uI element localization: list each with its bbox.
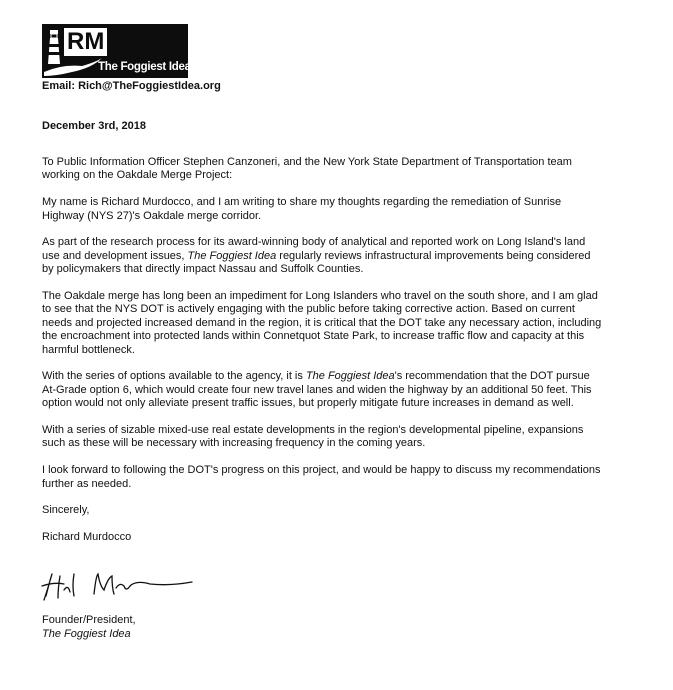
paragraph-4	[42, 370, 602, 410]
paragraph-4-text-a: With the series of options available to the agency, it is	[42, 370, 306, 383]
closing-title: Founder/President,	[42, 614, 136, 626]
logo	[42, 24, 191, 78]
email-line: Email: Rich@TheFoggiestIdea.org	[42, 80, 221, 92]
closing-org	[42, 628, 131, 640]
paragraph-6: I look forward to following the DOT's progress on this project, and would be happy to discuss my recommendations further as needed.	[42, 464, 601, 490]
paragraph-3: The Oakdale merge has long been an impediment for Long Islanders who travel on the south shore, and I am glad to see that the NYS DOT is actively engaging with the public before taking corrective action. Based on current needs and projected increased demand in the region, it is critical that the DOT take any necessary action, including the encroachment into protected lands within Connetquot State Park, to increase traffic flow and capacity at this harmful bottleneck.	[42, 290, 602, 356]
paragraph-5: With a series of sizable mixed-use real estate developments in the region's developmental pipeline, expansions such as these will be necessary with increasing frequency in the coming years.	[42, 424, 584, 450]
letter-body	[42, 156, 602, 558]
paragraph-4-org: The Foggiest Idea	[305, 370, 395, 383]
paragraph-4-text-b: 's recommendation that the DOT pursue At-Grade option 6, which would create four new travel lanes and widen the highway by an additional 50 feet. This option would not only alleviate present traffic issues, but properly mitigate future increases in demand as well.	[42, 370, 592, 410]
logo-initials: RM	[64, 28, 107, 56]
paragraph-1: My name is Richard Murdocco, and I am writing to share my thoughts regarding the remediation of Sunrise Highway (NYS 27)'s Oakdale merge corridor.	[42, 196, 562, 222]
paragraph-2	[42, 236, 602, 276]
paragraph-2-org: The Foggiest Idea	[187, 249, 277, 262]
handwritten-signature	[40, 566, 200, 606]
letter-date: December 3rd, 2018	[42, 120, 146, 132]
closing-sincerely: Sincerely,	[42, 504, 90, 517]
closing-name: Richard Murdocco	[42, 531, 132, 544]
logo-tagline: The Foggiest Idea	[98, 61, 191, 73]
closing-org-name: The Foggiest Idea	[42, 628, 131, 640]
paragraph-2-text-a: As part of the research process for its award-winning body of analytical and reported work on Long Island's land use and development issues,	[42, 236, 586, 262]
paragraph-2-text-b: regularly reviews infrastructural improvements being considered by policymakers that directly impact Nassau and Suffolk Counties.	[42, 249, 591, 276]
salutation: To Public Information Officer Stephen Canzoneri, and the New York State Department of Transportation team working on the Oakdale Merge Project:	[42, 156, 572, 182]
